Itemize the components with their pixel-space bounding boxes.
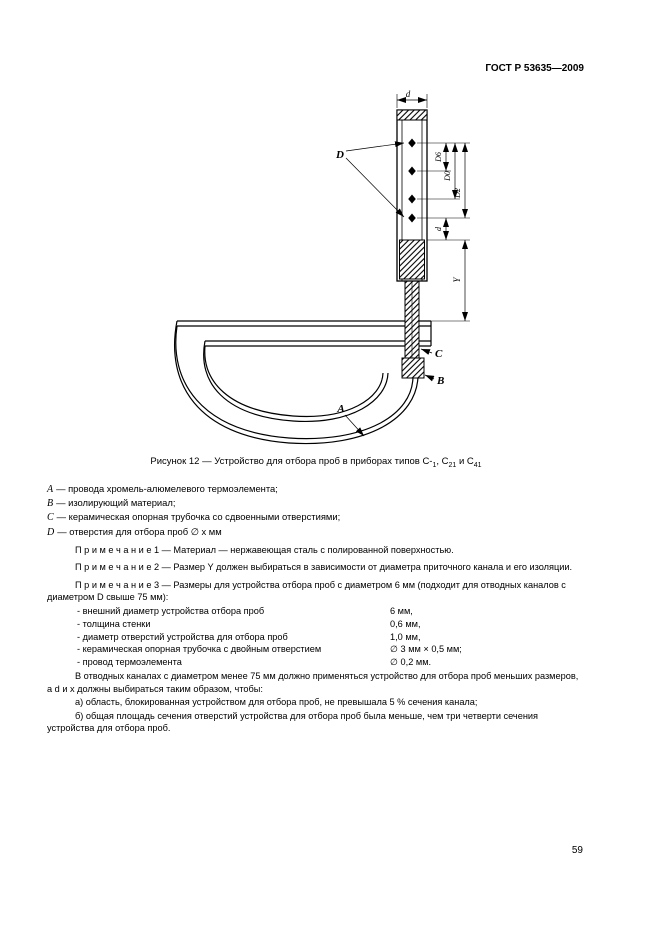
caption-sub: 21: [448, 461, 457, 469]
legend-key-b: B: [47, 498, 54, 510]
spec-text: - керамическая опорная трубочка с двойным отверстием: [77, 644, 322, 655]
figure-area: [47, 88, 585, 450]
figure-legend: [47, 482, 585, 539]
label-insulation-B: B: [437, 375, 445, 387]
caption-sub: 1: [432, 461, 437, 469]
legend-item-c: [47, 510, 585, 524]
paragraph-condition-a: а) область, блокированная устройством для отбора проб, не превышала 5 % сечения канала;: [75, 697, 478, 708]
label-holes-D: D: [336, 149, 344, 161]
spec-text: - внешний диаметр устройства отбора проб: [77, 606, 265, 617]
legend-key-a: A: [47, 483, 54, 495]
spec-value: 0,6 мм,: [390, 618, 421, 629]
caption-sub: 41: [473, 461, 482, 469]
doc-number: ГОСТ Р 53635—2009: [485, 63, 584, 74]
caption-part: , С: [436, 456, 449, 467]
label-dim-1: D6: [434, 152, 443, 162]
label-wires-A: A: [337, 403, 345, 415]
legend-text-a: — провода хромель-алюмелевого термоэлемента;: [56, 482, 278, 494]
note-1: П р и м е ч а н и е 1 — Материал — нержавеющая сталь с полированной поверхностью.: [75, 544, 454, 555]
spec-value: 6 мм,: [390, 606, 413, 617]
duct-bend: [175, 321, 418, 444]
label-ceramic-C: C: [435, 348, 443, 360]
note-3-spec-list: [77, 605, 585, 669]
label-dim-d: d: [434, 227, 443, 231]
caption-part: Рисунок 12 — Устройство для отбора проб в приборах типов С-: [150, 456, 433, 467]
figure-caption: [47, 456, 585, 469]
spec-row: [77, 643, 585, 656]
legend-text-c: — керамическая опорная трубочка со сдвоенными отверстиями;: [56, 511, 341, 523]
spec-row: [77, 631, 585, 644]
duct: [177, 321, 431, 346]
label-dim-y: Y: [452, 277, 462, 283]
insulation-block: [400, 240, 425, 279]
label-tube-diameter-d: d: [405, 89, 411, 99]
content: [47, 88, 585, 735]
paragraph-small-ducts: В отводных каналах с диаметром менее 75 мм должно применяться устройство для отбора проб меньших размеров, а d и х должны выбираться таким образом, чтобы:: [47, 671, 579, 694]
page-number: 59: [571, 845, 583, 856]
caption-part: и С: [456, 456, 474, 467]
legend-item-a: [47, 482, 585, 496]
spec-value: 1,0 мм,: [390, 631, 421, 642]
note-3-intro: П р и м е ч а н и е 3 — Размеры для устройства отбора проб с диаметром 6 мм (подходит для отводных каналов с диаметром D свыше 75 мм):: [47, 579, 566, 603]
spec-text: - диаметр отверстий устройства для отбора проб: [77, 631, 288, 642]
spec-row: [77, 618, 585, 631]
note-2: П р и м е ч а н и е 2 — Размер Y должен выбираться в зависимости от диаметра приточного канала и его изоляции.: [75, 562, 573, 573]
label-dim-3: D2: [453, 188, 462, 198]
spec-text: - провод термоэлемента: [77, 657, 182, 668]
legend-item-b: [47, 496, 585, 510]
ceramic-tube: [405, 279, 419, 358]
spec-row: [77, 605, 585, 618]
legend-item-d: [47, 525, 585, 539]
legend-key-d: D: [47, 526, 55, 538]
paragraph-condition-b: б) общая площадь сечения отверстий устройства для отбора проб была меньше, чем три четверти сечения устройства для отбора проб.: [47, 710, 539, 734]
legend-text-b: — изолирующий материал;: [56, 497, 176, 509]
spec-value: ∅ 3 мм × 0,5 мм;: [390, 644, 462, 655]
spec-value: ∅ 0,2 мм.: [390, 657, 432, 668]
spec-row: [77, 656, 585, 669]
spec-text: - толщина стенки: [77, 618, 151, 629]
label-dim-2: D0: [443, 171, 452, 181]
figure-12-drawing: [169, 88, 489, 450]
legend-key-c: C: [47, 512, 54, 524]
insulation-lower: [402, 358, 424, 378]
legend-text-d: — отверстия для отбора проб ∅ х мм: [57, 525, 222, 537]
